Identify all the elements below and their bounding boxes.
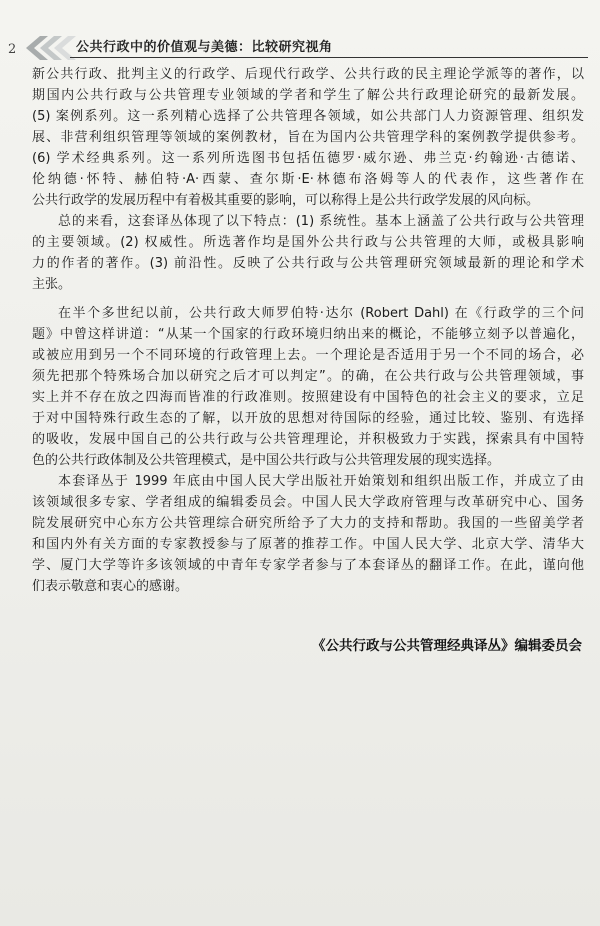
text-line: 公共行政学的发展历程中有着极其重要的影响，可以称得上是公共行政学发展的风向标。 (32, 193, 540, 208)
text-line: 的吸收，发展中国自己的公共行政与公共管理理论，并积极致力于实践，探索具有中国特 (32, 432, 584, 447)
text-line: 伦纳德·怀特、赫伯特·A·西蒙、查尔斯·E·林德布洛姆等人的代表作，这些著作在 (32, 172, 584, 187)
text-line: 实上并不存在放之四海而皆准的行政准则。按照建设有中国特色的社会主义的要求，立足 (32, 390, 584, 405)
text-line: 题》中曾这样讲道：“从某一个国家的行政环境归纳出来的概论，不能够立刻予以普遍化， (32, 327, 584, 342)
text-line: 力的作者的著作。(3) 前沿性。反映了公共行政与公共管理研究领域最新的理论和学术 (32, 256, 584, 271)
paragraph-gap (32, 295, 584, 303)
text-line: 新公共行政、批判主义的行政学、后现代行政学、公共行政的民主理论学派等的著作，以 (32, 67, 584, 82)
text-line: 须先把那个特殊场合加以研究之后才可以判定”。的确，在公共行政与公共管理领域，事 (32, 369, 584, 384)
editorial-board-signature: 《公共行政与公共管理经典译丛》编辑委员会 (312, 638, 582, 654)
body-text (32, 64, 584, 597)
text-line: 在半个多世纪以前，公共行政大师罗伯特·达尔 (Robert Dahl) 在《行政学的三个问 (58, 306, 584, 321)
running-title: 公共行政中的价值观与美德：比较研究视角 (76, 40, 333, 55)
text-line: 们表示敬意和衷心的感谢。 (32, 579, 189, 594)
page-number: 2 (8, 42, 17, 57)
text-line: 于对中国特殊行政生态的了解，以开放的思想对待国际的经验，通过比较、鉴别、有选择 (32, 411, 584, 426)
text-line: (6) 学术经典系列。这一系列所选图书包括伍德罗·威尔逊、弗兰克·约翰逊·古德诺、 (32, 151, 584, 166)
text-line: 和国内外有关方面的专家教授参与了原著的推荐工作。中国人民大学、北京大学、清华大 (32, 537, 584, 552)
text-line: 该领域很多专家、学者组成的编辑委员会。中国人民大学政府管理与改革研究中心、国务 (32, 495, 584, 510)
text-line: 总的来看，这套译丛体现了以下特点：(1) 系统性。基本上涵盖了公共行政与公共管理 (58, 214, 584, 229)
text-line: 院发展研究中心东方公共管理综合研究所给予了大力的支持和帮助。我国的一些留美学者 (32, 516, 584, 531)
text-line: 色的公共行政体制及公共管理模式，是中国公共行政与公共管理发展的现实选择。 (32, 453, 501, 468)
text-line: 本套译丛于 1999 年底由中国人民大学出版社开始策划和组织出版工作，并成立了由 (58, 474, 584, 489)
double-chevron-left-icon (18, 34, 78, 62)
header-rule (70, 57, 588, 58)
text-line: 的主要领域。(2) 权威性。所选著作均是国外公共行政与公共管理的大师，或极具影响 (32, 235, 584, 250)
text-line: 期国内公共行政与公共管理专业领域的学者和学生了解公共行政理论研究的最新发展。 (32, 88, 584, 103)
text-line: 主张。 (32, 277, 72, 292)
text-line: (5) 案例系列。这一系列精心选择了公共管理各领域，如公共部门人力资源管理、组织发 (32, 109, 584, 124)
text-line: 或被应用到另一个不同环境的行政管理上去。一个理论是否适用于另一个不同的场合，必 (32, 348, 584, 363)
text-line: 学、厦门大学等许多该领域的中青年专家学者参与了本套译丛的翻译工作。在此，谨向他 (32, 558, 584, 573)
text-line: 展、非营利组织管理等领域的案例教材，旨在为国内公共管理学科的案例教学提供参考。 (32, 130, 584, 145)
